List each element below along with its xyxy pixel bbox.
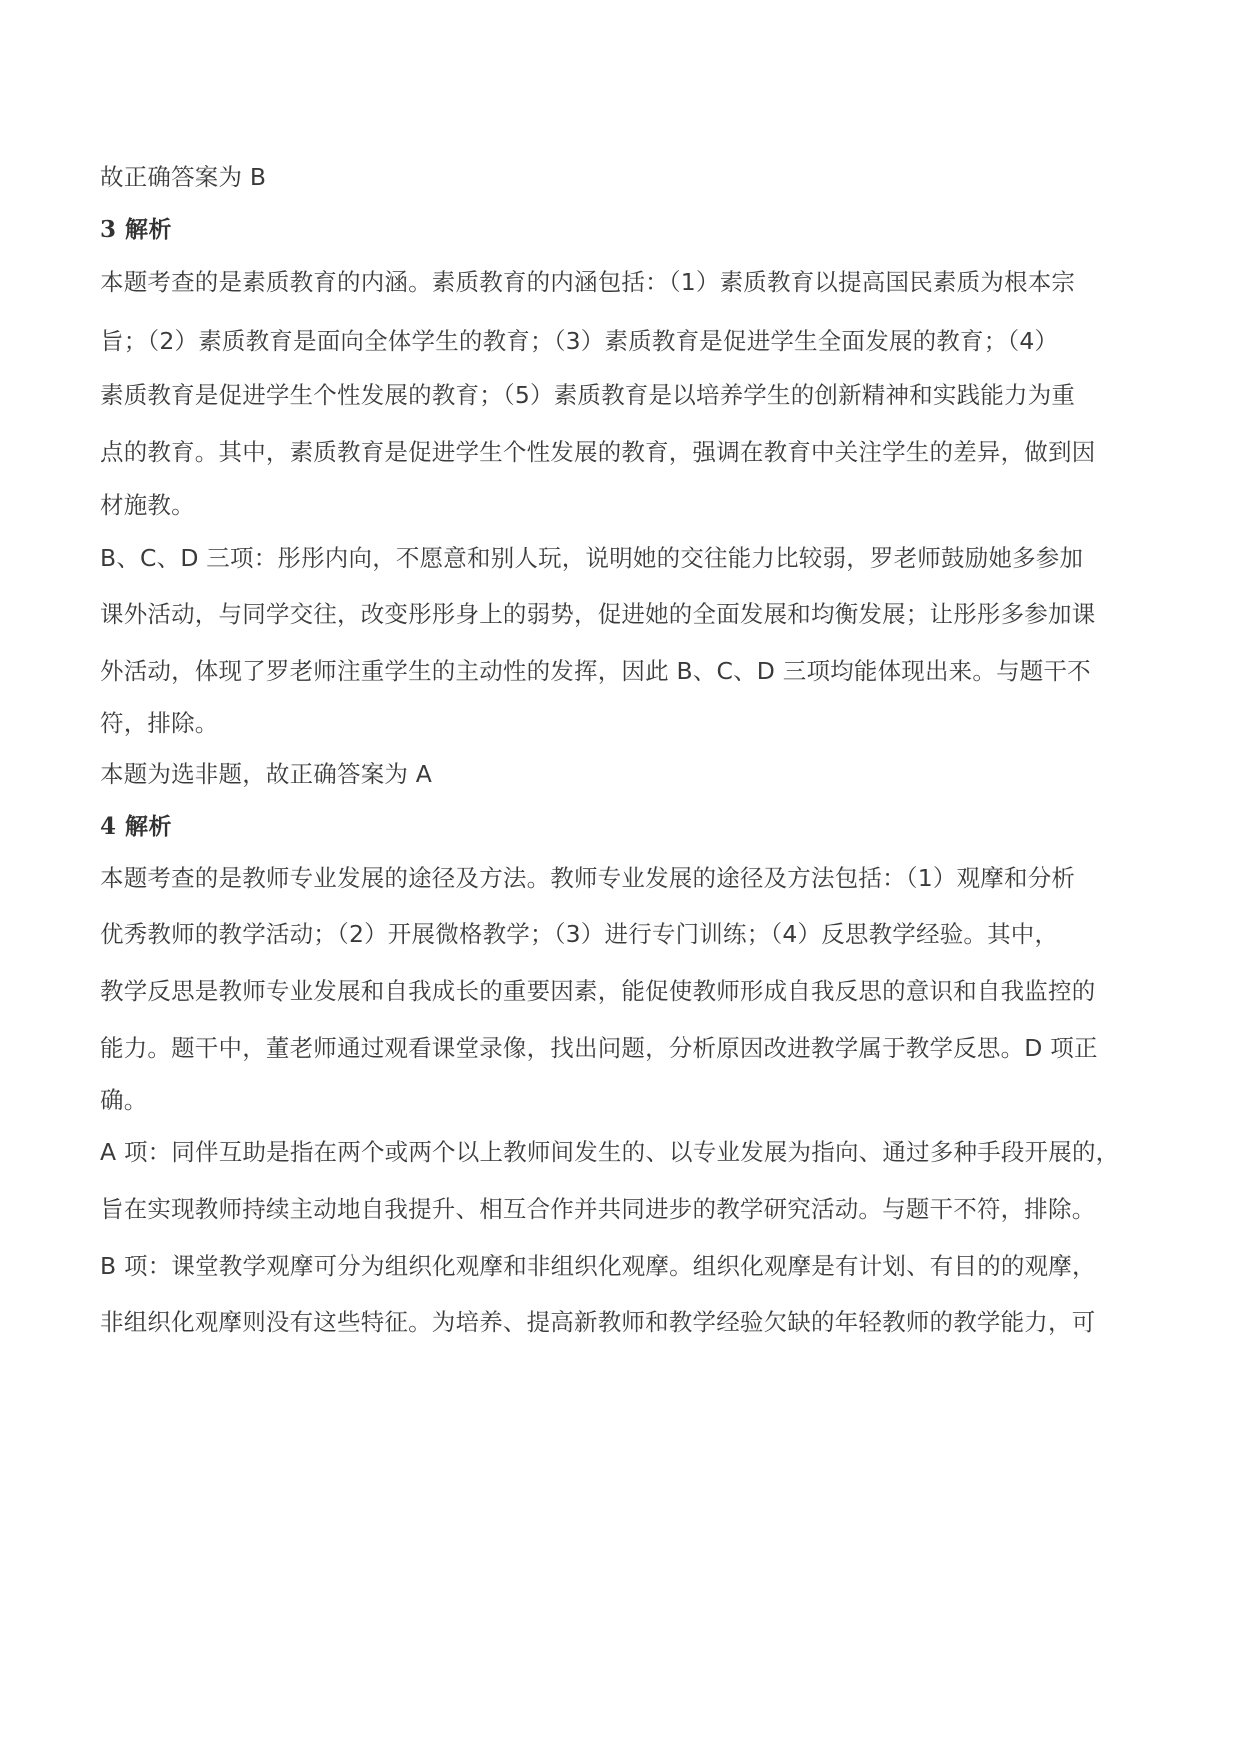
paragraph-line: B 项：课堂教学观摩可分为组织化观摩和非组织化观摩。组织化观摩是有计划、有目的的观摩， (100, 1252, 1096, 1280)
paragraph-line: 能力。题干中，董老师通过观看课堂录像，找出问题，分析原因改进教学属于教学反思。D 项正 (100, 1034, 1098, 1062)
paragraph-line: 素质教育是促进学生个性发展的教育；（5）素质教育是以培养学生的创新精神和实践能力为重 (100, 381, 1076, 409)
section-heading: 4 解析 (100, 813, 173, 840)
answer-line: 本题为选非题，故正确答案为 A (100, 760, 433, 788)
paragraph-line: 旨在实现教师持续主动地自我提升、相互合作并共同进步的教学研究活动。与题干不符，排除。 (100, 1195, 1096, 1223)
paragraph-line: 课外活动，与同学交往，改变彤彤身上的弱势，促进她的全面发展和均衡发展；让彤彤多参加课 (100, 600, 1096, 628)
paragraph-line: 点的教育。其中，素质教育是促进学生个性发展的教育，强调在教育中关注学生的差异，做到因 (100, 438, 1096, 466)
paragraph-line: 优秀教师的教学活动；（2）开展微格教学；（3）进行专门训练；（4）反思教学经验。其中， (100, 920, 1059, 948)
paragraph-line: 外活动，体现了罗老师注重学生的主动性的发挥，因此 B、C、D 三项均能体现出来。与题干不 (100, 657, 1091, 685)
paragraph-line: B、C、D 三项：彤彤内向，不愿意和别人玩，说明她的交往能力比较弱，罗老师鼓励她多参加 (100, 544, 1084, 572)
paragraph-line: 非组织化观摩则没有这些特征。为培养、提高新教师和教学经验欠缺的年轻教师的教学能力，可 (100, 1308, 1096, 1336)
paragraph-line: A 项：同伴互助是指在两个或两个以上教师间发生的、以专业发展为指向、通过多种手段开展的， (100, 1138, 1120, 1166)
section-heading: 3 解析 (100, 216, 173, 243)
paragraph-line: 符，排除。 (100, 709, 219, 737)
paragraph-line: 材施教。 (100, 491, 195, 519)
paragraph-line: 教学反思是教师专业发展和自我成长的重要因素，能促使教师形成自我反思的意识和自我监控的 (100, 977, 1096, 1005)
paragraph-line: 本题考查的是素质教育的内涵。素质教育的内涵包括：（1）素质教育以提高国民素质为根本宗 (100, 268, 1076, 296)
paragraph-line: 旨；（2）素质教育是面向全体学生的教育；（3）素质教育是促进学生全面发展的教育；（4） (100, 327, 1059, 355)
paragraph-line: 本题考查的是教师专业发展的途径及方法。教师专业发展的途径及方法包括：（1）观摩和分析 (100, 864, 1076, 892)
answer-line: 故正确答案为 B (100, 163, 267, 191)
paragraph-line: 确。 (100, 1086, 148, 1114)
